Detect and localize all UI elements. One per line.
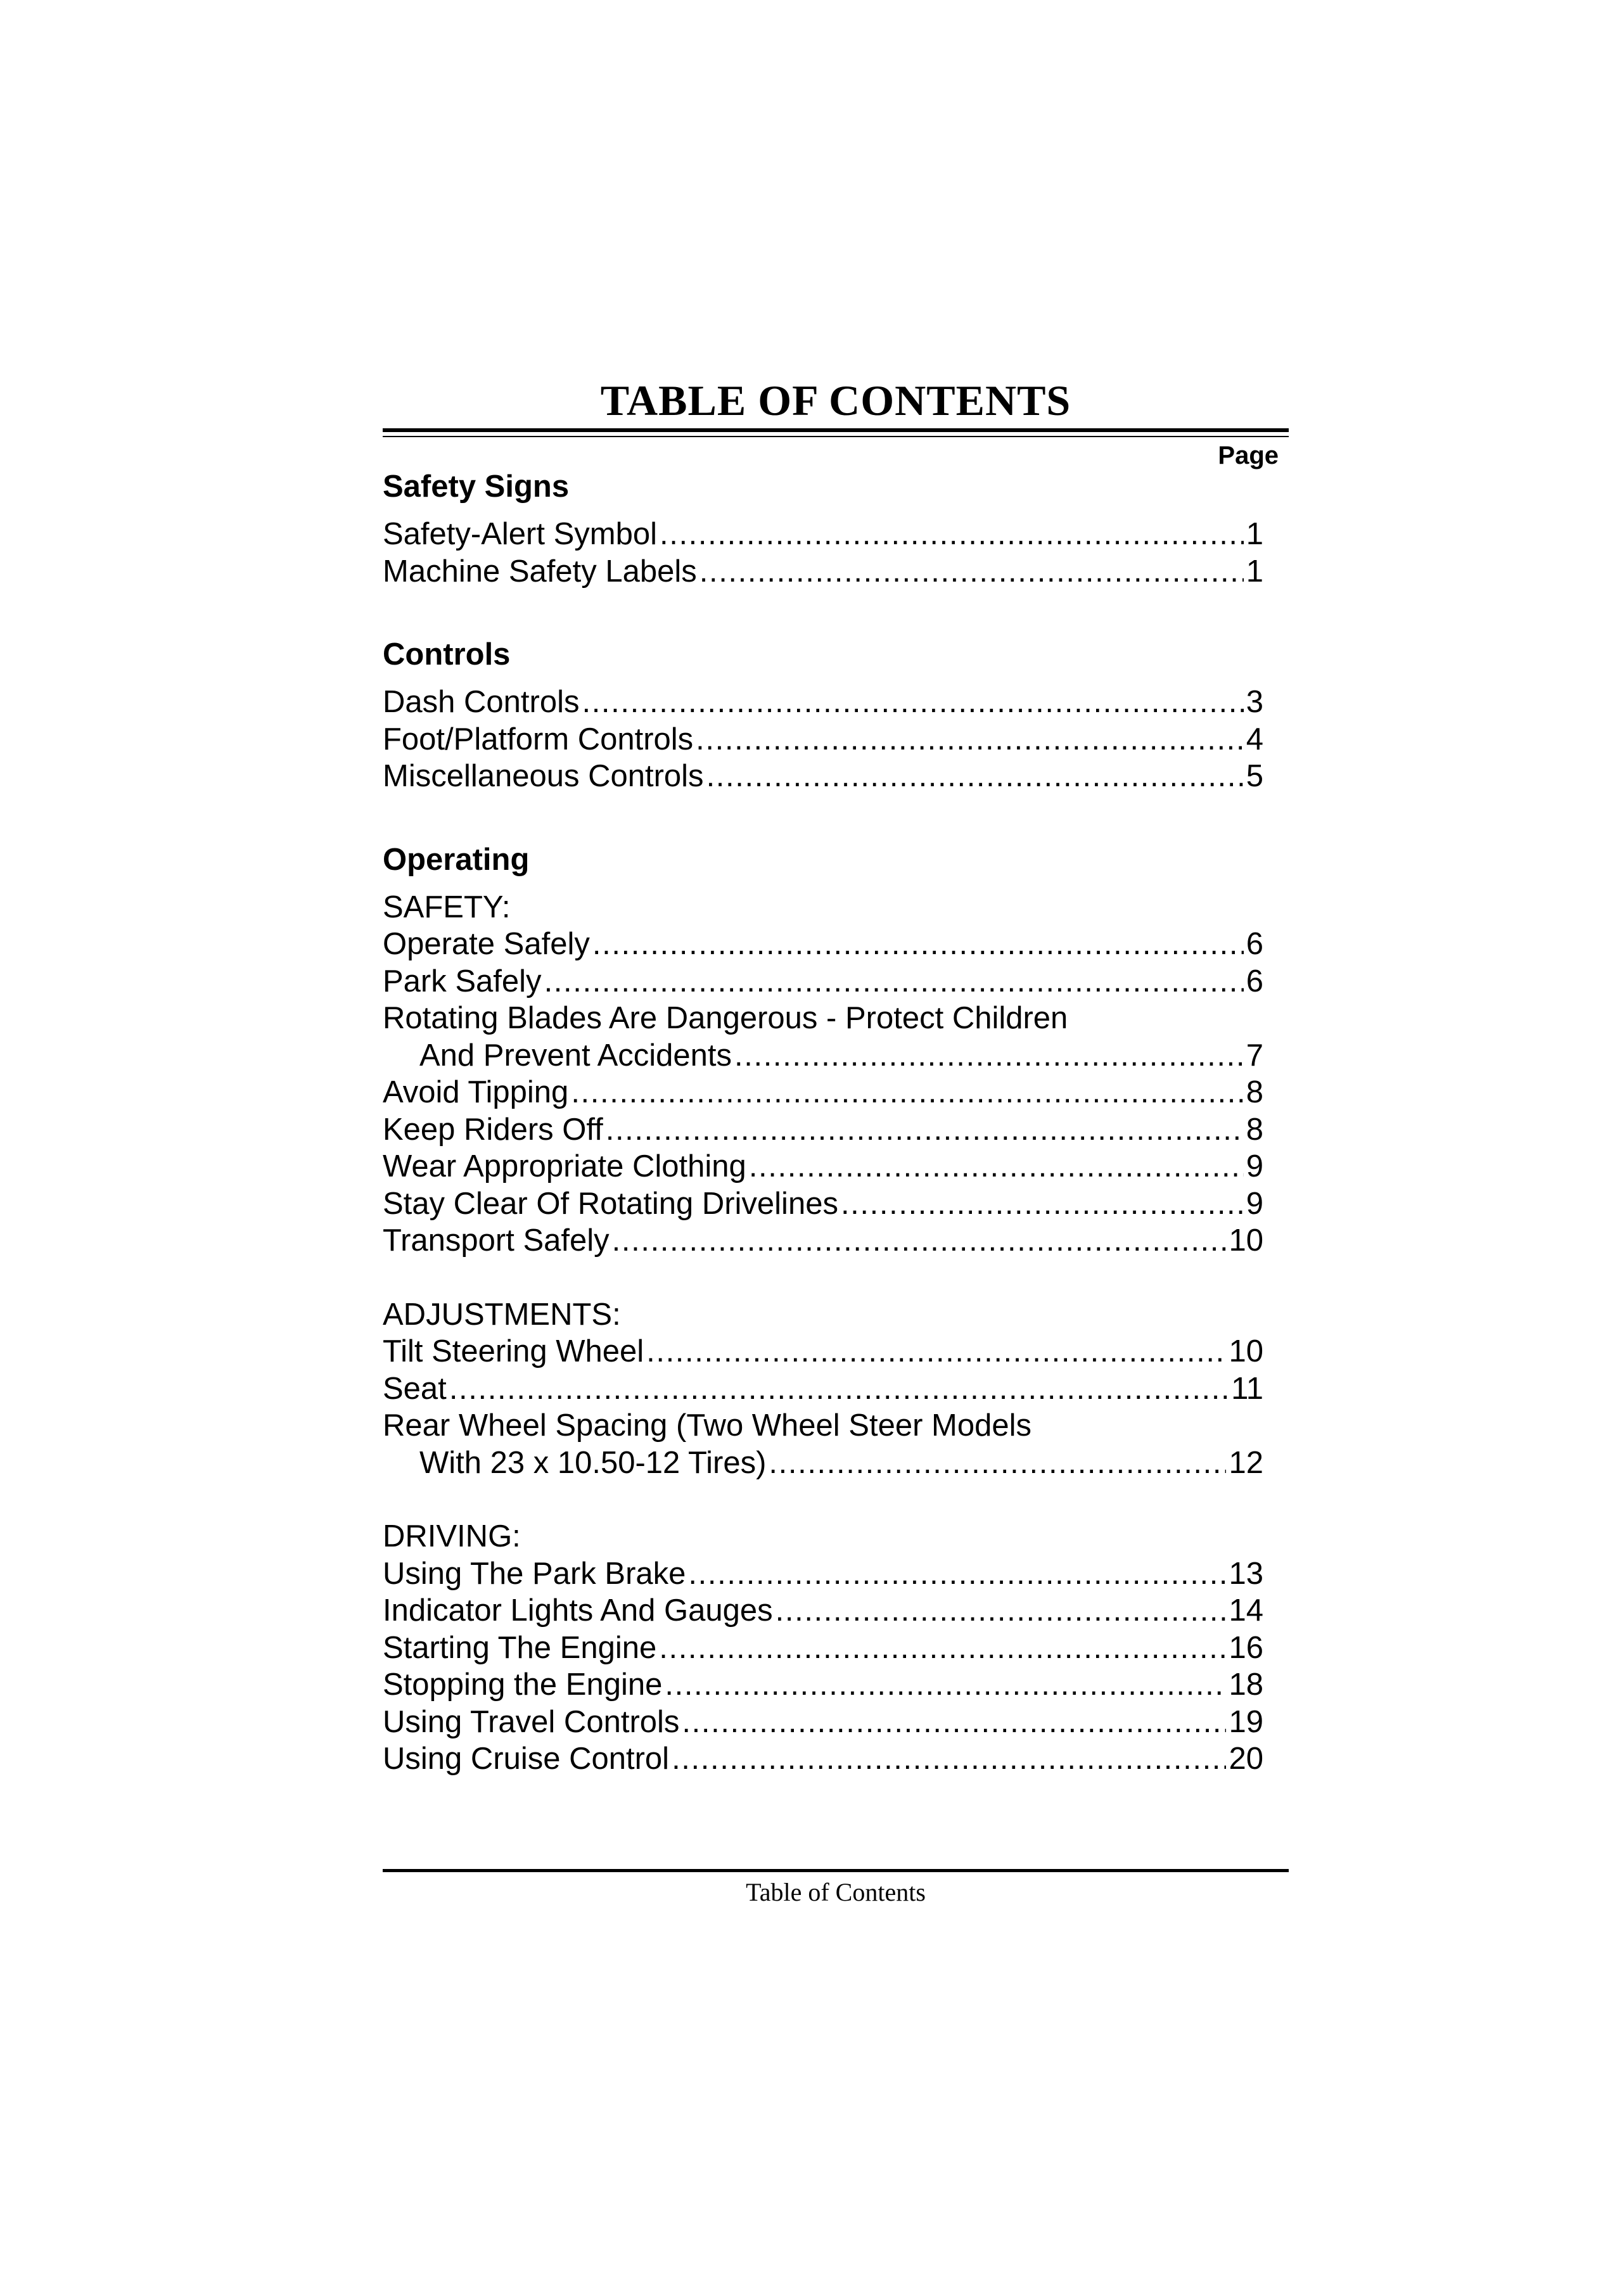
toc-page-number: 6 [1246, 927, 1263, 961]
toc-entry-text: Foot/Platform Controls [383, 722, 694, 756]
toc-entry-text: Dash Controls [383, 685, 580, 719]
toc-page-number: 19 [1229, 1704, 1263, 1739]
dot-leader [665, 1666, 1226, 1704]
toc-page-number: 11 [1231, 1371, 1263, 1406]
dot-leader [696, 721, 1244, 758]
toc-entry[interactable] [383, 926, 1263, 963]
toc-page-number: 1 [1246, 554, 1263, 589]
toc-entry[interactable] [383, 684, 1263, 721]
dot-leader [682, 1704, 1226, 1741]
dot-leader [571, 1074, 1243, 1111]
toc-page-number: 16 [1229, 1630, 1263, 1665]
toc-entry-text: Safety-Alert Symbol [383, 517, 657, 551]
group-label: DRIVING: [383, 1519, 521, 1553]
toc-entry-text: Using Cruise Control [383, 1742, 670, 1776]
toc-entry-text: Seat [383, 1371, 447, 1406]
toc-section [383, 834, 1263, 1778]
toc-entry[interactable] [383, 1666, 1263, 1704]
toc-section [383, 461, 1263, 590]
page-content [383, 0, 1289, 2296]
toc-page-number: 9 [1246, 1186, 1263, 1221]
dot-leader [659, 1630, 1226, 1667]
toc-entry-text: Stopping the Engine [383, 1668, 663, 1702]
group-label: ADJUSTMENTS: [383, 1297, 621, 1332]
footer-label: Table of Contents [746, 1878, 926, 1906]
toc-page-number: 10 [1229, 1223, 1263, 1258]
toc-page-number: 6 [1246, 964, 1263, 998]
toc-entry[interactable] [383, 1111, 1263, 1149]
dot-leader [706, 758, 1244, 795]
toc-section [383, 629, 1263, 795]
toc-page-number: 13 [1229, 1556, 1263, 1591]
dot-leader [544, 963, 1244, 1000]
toc-entry-text: Avoid Tipping [383, 1075, 569, 1109]
toc-group [383, 1518, 1263, 1778]
section-heading: Operating [383, 842, 530, 877]
toc-page-number: 1 [1246, 517, 1263, 551]
toc-group [383, 516, 1263, 590]
dot-leader [672, 1740, 1226, 1778]
toc-entry[interactable] [383, 1222, 1263, 1260]
toc-entry-text: Using The Park Brake [383, 1556, 686, 1591]
footer-rule [383, 1869, 1289, 1872]
dot-leader [449, 1370, 1229, 1408]
toc-page-number: 12 [1229, 1445, 1263, 1480]
toc-entry-text: Using Travel Controls [383, 1704, 680, 1739]
toc-entry[interactable] [383, 1074, 1263, 1111]
dot-leader [749, 1148, 1244, 1185]
dot-leader [592, 926, 1244, 963]
dot-leader [660, 516, 1244, 553]
toc-page-number: 8 [1246, 1112, 1263, 1147]
toc-entry[interactable] [383, 1148, 1263, 1185]
toc-entry-continuation: And Prevent Accidents [419, 1038, 732, 1073]
toc-group [383, 1296, 1263, 1482]
toc-entry-text: Operate Safely [383, 927, 590, 961]
toc-entry[interactable] [383, 758, 1263, 795]
toc-page-number: 7 [1246, 1038, 1263, 1073]
toc-entry-text: Tilt Steering Wheel [383, 1334, 644, 1368]
toc-entry[interactable] [383, 1740, 1263, 1778]
toc-entry[interactable] [383, 1555, 1263, 1593]
toc-entry[interactable] [383, 1185, 1263, 1223]
group-label: SAFETY: [383, 890, 511, 924]
section-heading: Safety Signs [383, 469, 570, 504]
toc-entry-text: Park Safely [383, 964, 542, 998]
toc-entry-text: Stay Clear Of Rotating Drivelines [383, 1186, 838, 1221]
toc-entry[interactable] [383, 516, 1263, 553]
toc-entry-text: Rear Wheel Spacing (Two Wheel Steer Models [383, 1408, 1031, 1443]
page-column-label: Page [1218, 442, 1279, 469]
toc-entry-text: Miscellaneous Controls [383, 759, 704, 793]
dot-leader [769, 1445, 1226, 1482]
dot-leader [776, 1592, 1227, 1630]
toc-entry[interactable] [383, 1630, 1263, 1667]
title-rule-thin [383, 436, 1289, 437]
toc-page-number: 4 [1246, 722, 1263, 756]
toc-page-number: 9 [1246, 1149, 1263, 1183]
toc-entry-text: Transport Safely [383, 1223, 610, 1258]
toc-entry-text: Wear Appropriate Clothing [383, 1149, 746, 1183]
table-of-contents [383, 461, 1263, 1778]
toc-entry[interactable] [383, 1037, 1263, 1075]
title-rule-thick [383, 428, 1289, 432]
section-heading: Controls [383, 637, 511, 672]
toc-entry-text: Indicator Lights And Gauges [383, 1593, 773, 1628]
toc-page-number: 10 [1229, 1334, 1263, 1368]
dot-leader [841, 1185, 1244, 1223]
page-title: TABLE OF CONTENTS [600, 376, 1071, 424]
toc-group [383, 889, 1263, 1260]
dot-leader [646, 1333, 1226, 1370]
toc-entry[interactable] [383, 553, 1263, 590]
toc-entry-text: Rotating Blades Are Dangerous - Protect Children [383, 1001, 1068, 1035]
dot-leader [612, 1222, 1227, 1260]
toc-page-number: 18 [1229, 1668, 1263, 1702]
toc-entry[interactable] [383, 1333, 1263, 1370]
toc-entry[interactable] [383, 963, 1263, 1000]
toc-entry[interactable] [383, 1592, 1263, 1630]
toc-page-number: 8 [1246, 1075, 1263, 1109]
toc-entry[interactable] [383, 1370, 1263, 1408]
toc-entry-text: Machine Safety Labels [383, 554, 697, 589]
toc-entry[interactable] [383, 721, 1263, 758]
dot-leader [734, 1037, 1244, 1075]
dot-leader [606, 1111, 1244, 1149]
dot-leader [582, 684, 1243, 721]
toc-page-number: 20 [1229, 1742, 1263, 1776]
toc-page-number: 3 [1246, 685, 1263, 719]
toc-entry-text: Keep Riders Off [383, 1112, 603, 1147]
toc-page-number: 5 [1246, 759, 1263, 793]
toc-group [383, 684, 1263, 795]
toc-entry-continuation: With 23 x 10.50-12 Tires) [419, 1445, 767, 1480]
toc-entry[interactable] [383, 1704, 1263, 1741]
toc-entry-text: Starting The Engine [383, 1630, 657, 1665]
toc-entry[interactable] [383, 1445, 1263, 1482]
toc-page-number: 14 [1229, 1593, 1263, 1628]
dot-leader [699, 553, 1244, 590]
dot-leader [688, 1555, 1226, 1593]
